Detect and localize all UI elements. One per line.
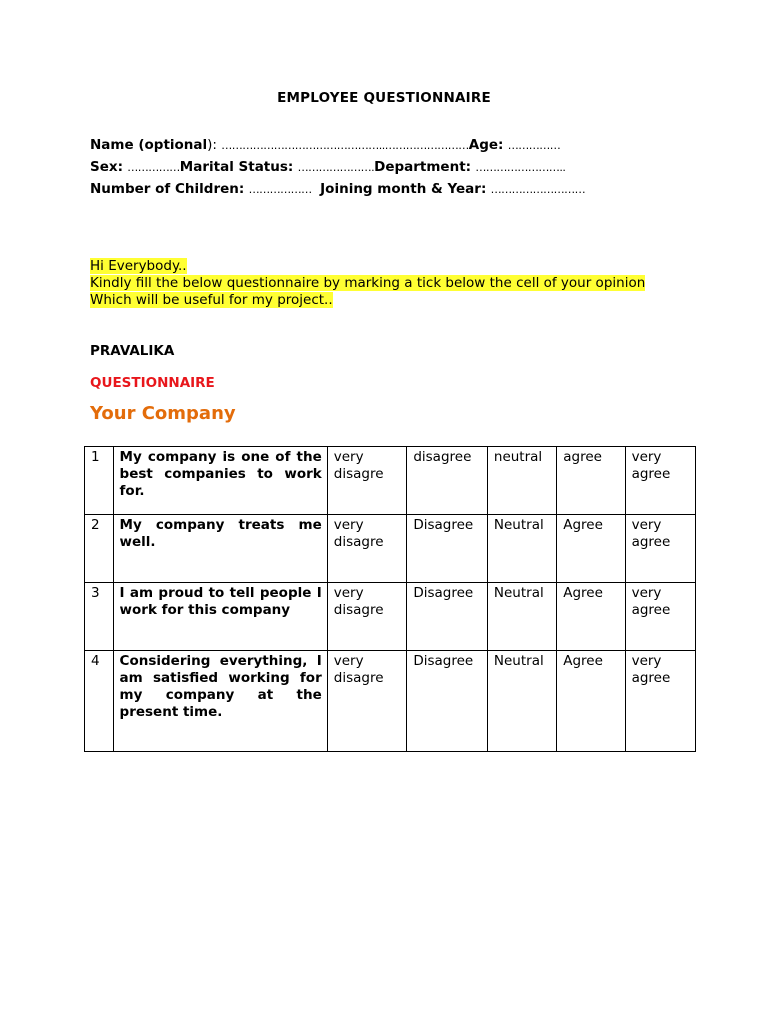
option-very-disagree[interactable]: very disagre (327, 651, 407, 752)
table-row (85, 651, 696, 752)
sex-label: Sex: (90, 159, 123, 175)
option-agree[interactable]: Agree (557, 515, 625, 583)
row-number: 4 (85, 651, 114, 752)
marital-status-label: Marital Status: (179, 159, 294, 175)
question-statement: I am proud to tell people I work for this company (113, 583, 327, 651)
option-very-agree[interactable]: very agree (625, 651, 695, 752)
children-field[interactable]: ……………… (248, 183, 312, 196)
name-label-paren: ): (207, 137, 217, 153)
greeting-line-2: Kindly fill the below questionnaire by marking a tick below the cell of your opinion (90, 275, 646, 291)
option-disagree[interactable]: Disagree (407, 651, 488, 752)
age-field[interactable]: …………… (507, 139, 561, 152)
row-number: 1 (85, 447, 114, 515)
option-very-agree[interactable]: very agree (625, 583, 695, 651)
age-label: Age: (468, 137, 504, 153)
option-very-agree[interactable]: very agree (625, 447, 695, 515)
children-label: Number of Children: (90, 181, 245, 197)
row-number: 3 (85, 583, 114, 651)
option-neutral[interactable]: Neutral (487, 583, 556, 651)
author-name: PRAVALIKA (90, 343, 175, 359)
question-statement: My company is one of the best companies to work for. (113, 447, 327, 515)
table-row (85, 583, 696, 651)
page-title: EMPLOYEE QUESTIONNAIRE (277, 90, 491, 106)
table-row (85, 447, 696, 515)
children-joining-line (90, 181, 585, 197)
marital-status-field[interactable]: …………………. (297, 161, 375, 174)
section-title: Your Company (90, 403, 236, 424)
table-row (85, 515, 696, 583)
sex-field[interactable]: …………… (127, 161, 180, 174)
questionnaire-heading: QUESTIONNAIRE (90, 375, 215, 391)
option-very-disagree[interactable]: very disagre (327, 583, 407, 651)
row-number: 2 (85, 515, 114, 583)
question-statement: Considering everything, I am satisfied working for my company at the present time. (113, 651, 327, 752)
question-statement: My company treats me well. (113, 515, 327, 583)
option-disagree[interactable]: Disagree (407, 515, 488, 583)
sex-marital-department-line (90, 159, 565, 175)
option-agree[interactable]: Agree (557, 583, 625, 651)
name-label: Name (optional (90, 137, 208, 153)
option-very-agree[interactable]: very agree (625, 515, 695, 583)
option-very-disagree[interactable]: very disagre (327, 447, 407, 515)
greeting-line-3: Which will be useful for my project.. (90, 292, 333, 308)
department-label: Department: (374, 159, 472, 175)
name-field[interactable]: ………………………………………..…………………… (221, 139, 469, 152)
option-neutral[interactable]: Neutral (487, 515, 556, 583)
option-neutral[interactable]: Neutral (487, 651, 556, 752)
greeting-text (90, 258, 645, 309)
option-disagree[interactable]: Disagree (407, 583, 488, 651)
option-agree[interactable]: Agree (557, 651, 625, 752)
option-disagree[interactable]: disagree (407, 447, 488, 515)
greeting-line-1: Hi Everybody.. (90, 258, 187, 274)
questionnaire-table (84, 446, 696, 752)
name-age-line (90, 137, 560, 153)
department-field[interactable]: …………………….. (475, 161, 566, 174)
option-agree[interactable]: agree (557, 447, 625, 515)
option-very-disagree[interactable]: very disagre (327, 515, 407, 583)
joining-field[interactable]: ……………………… (490, 183, 586, 196)
option-neutral[interactable]: neutral (487, 447, 556, 515)
joining-label: Joining month & Year: (320, 181, 487, 197)
